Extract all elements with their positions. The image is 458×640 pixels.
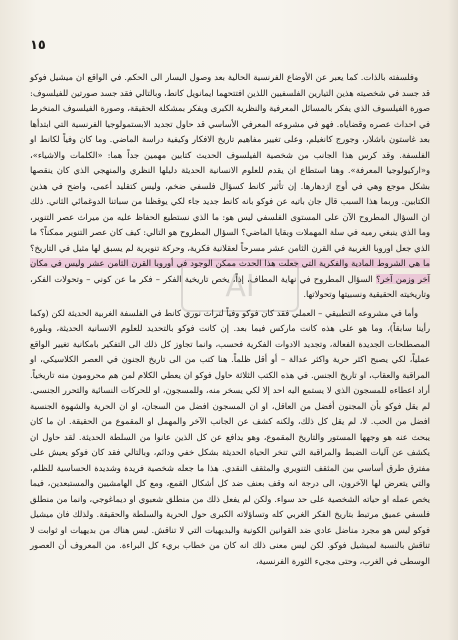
paragraph-1-text-a: وفلسفته بالذات. كما يعبر عن الأوضاع الفرنسية الحالية بعد وصول اليسار الى الحكم. في الواقع ان ميشيل فوكو قد جسد في شخصيته هذين التيارين الفلسفيين اللذين افتتحهما ايمانويل كانط، وبالتالي فقد جسد صورتين للفيلسوف: صورة الفيلسوف الذي يفكر بالمسائل المعرفية والنظرية الكبرى ويفكر بمشكلة الحقيقة، وصورة الفيلسوف المنخرط في احداث عصره وقضاياه. فهو في مشروعه المعرفي الأساسي قد حاول تجديد الابستمولوجيا الفرنسية التي ابتدأها بعد غاستون باشلار، وجورج كانغيلم، وعلى تغيير مفاهيم تاريخ الافكار وكيفية دراسة الماضي. وما كان وفياً لكانط او الفلسفة. وقد كرس هذا الجانب من شخصية الفيلسوف الحديث كتابين مهمين جداً هما: «الكلمات والاشياء»، و«اركيولوجيا المعرفة». وهنا استطاع ان يقدم للعلوم الانسانية الحديثة دليلها النظري والمنهجي الذي كان ينقصها بشكل موجع وهي في أوج ازدهارها. إن تأثير كانط كسؤال فلسفي ضخم، وليس كتقليد أعمى، واضح في هذين الكتابين. وربما هذا السبب قال جان باتيه عن فوكو بانه كانط جديد جاء لكي يوقظنا من سباتنا الدوغمائي الثاني. ذلك ان السؤال المطروح الآن على المستوى الفلسفي ليس هو: ما الذي نستطيع الحفاظ عليه من ميراث عصر التنوير، وما الذي ينبغي رميه في سلة المهملات وبقايا الماضي؟ السؤال المطروح هو التالي: كيف كان عصر التنوير ممكناً؟ ما الذي جعل اوروبا الغربية في القرن الثامن عشر مسرحاً لعقلانية فكرية، وحركة تنويرية لم يسبق لها مثيل في التاريخ؟: [30, 72, 430, 253]
paragraph-1-text-b: السؤال المطروح في نهاية المطاف، إذاً، يخص تاريخية الفكر – فكر ما عن كوني – وتحولات الفكر، وتاريخيته الحقيقية ونسبيتها وتحولاتها.: [30, 273, 430, 299]
watermark-text: AI: [225, 269, 255, 304]
paragraph-1: [30, 70, 430, 303]
page-number: ١٥: [30, 38, 46, 53]
page-edge-shadow: [448, 0, 458, 640]
paragraph-2: [30, 306, 430, 570]
paragraph-2-text: وأما في مشروعه التطبيقي – العملي فقد كان فوكو وفياً لتراث نوري كانط في الفلسفة الغربية الحديثة لكن (وكما رأينا سابقاً)، وما هو على هذه كانت ماركس فيما بعد. إن كانت فوكو بالتحديد للعلوم الانسانية الحديثة، وبلورة المصطلحات الجديدة الفعالة، وتجديد الادوات الفكرية فحسب، وانما تجاوز كل ذلك الى التفكير بامكانية تغيير الواقع عملياً، لكي يصبح اكثر حرية واكثر عدالة – أو أقل ظلماً. هنا كتب من الى تاريخ الجنون في العصر الكلاسيكي، او المراقبة والعقاب، او تاريخ الجنس. في هذه الكتب الثلاثة حاول فوكو ان يعطي الكلام لمن هم محرومون منه تاريخياً. أراد اعطاءه للمسجون الذي لا يستمع اليه احد إلا لكي يسخر منه، وللمسجون، او للحركات النسائية والتحرر الجنسي. لم يقل فوكو بأن المجنون أفضل من العاقل، او ان المسجون افضل من السجان، او ان الحرية والشهوة الجنسية افضل من الحب. لا، لم يقل كل ذلك، ولكنه كشف عن الجانب الآخر والمهمل او المقموع من الحقيقة. ان ما كان يبحث عنه هو وجهها المستور والتاريخ المقموع، وهو يدافع عن كل الذين عانوا من السلطة الحديثة. لقد حاول ان يكشف عن آليات الضبط والمراقبة التي تنخر الحياة الحديثة بشكل خفي ودائم، وبالتالي فقد كان فوكو يعيش على مفترق طرق أساسي بين المثقف التنويري والمثقف النقدي. هذا ما جعله شخصية فريدة وشديدة الحساسية للظلم، والتي يتعرض لها الآخرون، الى درجة انه وقف بعنف ضد كل أشكال القمع، ومع كل الهامشيين والمستبعدين، فيما يخص عمله او حياته الشخصية على حد سواء. ولكن لم يفعل ذلك من منطلق شعبوي او ديماغوجي، وانما من منطلق فلسفي عميق مرتبط بتاريخ الفكر الغربي كله وتساؤلاته الكبرى حول الحرية والسلطة والحقيقة. ولذلك فان ميشيل فوكو ليس هو مجرد مناضل عادي ضد القوانين الكونية والبديهيات التي لا تناقش. ليس هناك من بديهيات او ثوابت لا تناقش بالنسبة لميشيل فوكو. لكن ليس معنى ذلك انه كان من خطاب بريء كل البراءة. من المعروف أن العصور الوسطى في الغرب، وحتى مجيء الثورة الفرنسية،: [30, 307, 430, 566]
highlighted-question: ما هي الشروط المادية والفكرية التي جعلت هذا الحدث ممكن الوجود في أوروبا القرن الثامن عشر وليس في مكان آخر وزمن آخر؟: [30, 258, 430, 284]
article-body: [30, 70, 430, 569]
